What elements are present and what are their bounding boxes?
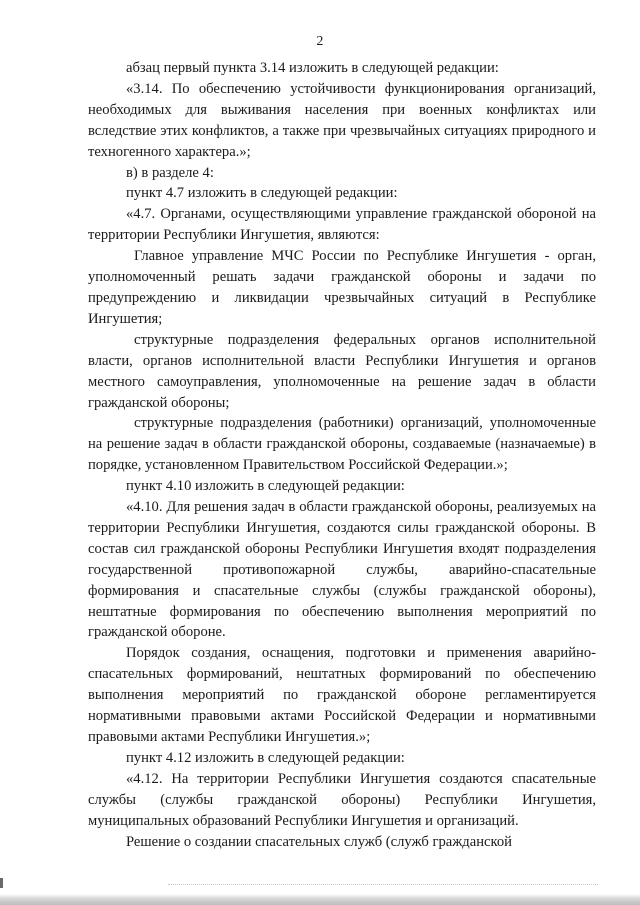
paragraph-amend-3-14-intro: абзац первый пункта 3.14 изложить в следующей редакции: [126,60,499,76]
paragraph-4-7-structural-units: структурные подразделения федеральных органов исполнительной власти, органов исполнительной власти Республики Ингушетия и органов местного самоуправления, уполномоченные на решение задач в области гражданской обороны; [88,331,596,411]
paragraph-3-14-text: «3.14. По обеспечению устойчивости функционирования организаций, необходимых для выживания населения при военных конфликтах или вследствие этих конфликтов, а также при чрезвычайных ситуациях природного и техногенного характера.»; [88,80,596,160]
scan-edge-mark [0,878,3,888]
paragraph-amend-4-12-intro: пункт 4.12 изложить в следующей редакции: [126,749,405,766]
paragraph-amend-4-10-intro: пункт 4.10 изложить в следующей редакции: [126,478,405,495]
page-number: 2 [316,34,324,49]
document-body [88,58,596,852]
paragraph-4-10-procedure: Порядок создания, оснащения, подготовки и применения аварийно-спасательных формирований, нештатных формирований по обеспечению выполнения мероприятий по гражданской обороне регламентируется нормативными правовыми актами Российской Федерации и нормативными правовыми актами Республики Ингушетия.»; [88,645,596,745]
paragraph-section-4: в) в разделе 4: [126,164,214,181]
scan-bottom-edge [0,894,640,905]
paragraph-4-7-organizations: структурные подразделения (работники) организаций, уполномоченные на решение задач в области гражданской обороны, создаваемые (назначаемые) в порядке, установленном Правительством Российской Федерации.»; [88,415,596,474]
scan-artifact-dots [168,878,598,885]
paragraph-4-7-text: «4.7. Органами, осуществляющими управление гражданской обороной на территории Республики Ингушетия, являются: [88,206,596,244]
paragraph-4-10-text: «4.10. Для решения задач в области гражданской обороны, реализуемых на территории Республики Ингушетия, создаются силы гражданской обороны. В состав сил гражданской обороны Республики Ингушетия входят подразделения государственной противопожарной службы, аварийно-спасательные формирования и спасательные службы (службы гражданской обороны), нештатные формирования по обеспечению выполнения мероприятий по гражданской обороне. [88,499,596,641]
paragraph-4-7-mchs: Главное управление МЧС России по Республике Ингушетия - орган, уполномоченный решать задачи гражданской обороны и задачи по предупреждению и ликвидации чрезвычайных ситуаций в Республике Ингушетия; [88,248,596,327]
paragraph-4-12-decision: Решение о создании спасательных служб (служб гражданской [126,833,512,850]
paragraph-amend-4-7-intro: пункт 4.7 изложить в следующей редакции: [126,185,398,202]
paragraph-4-12-text: «4.12. На территории Республики Ингушетия создаются спасательные службы (службы гражданской обороны) Республики Ингушетия, муниципальных образований Республики Ингушетия и организаций. [88,770,596,829]
